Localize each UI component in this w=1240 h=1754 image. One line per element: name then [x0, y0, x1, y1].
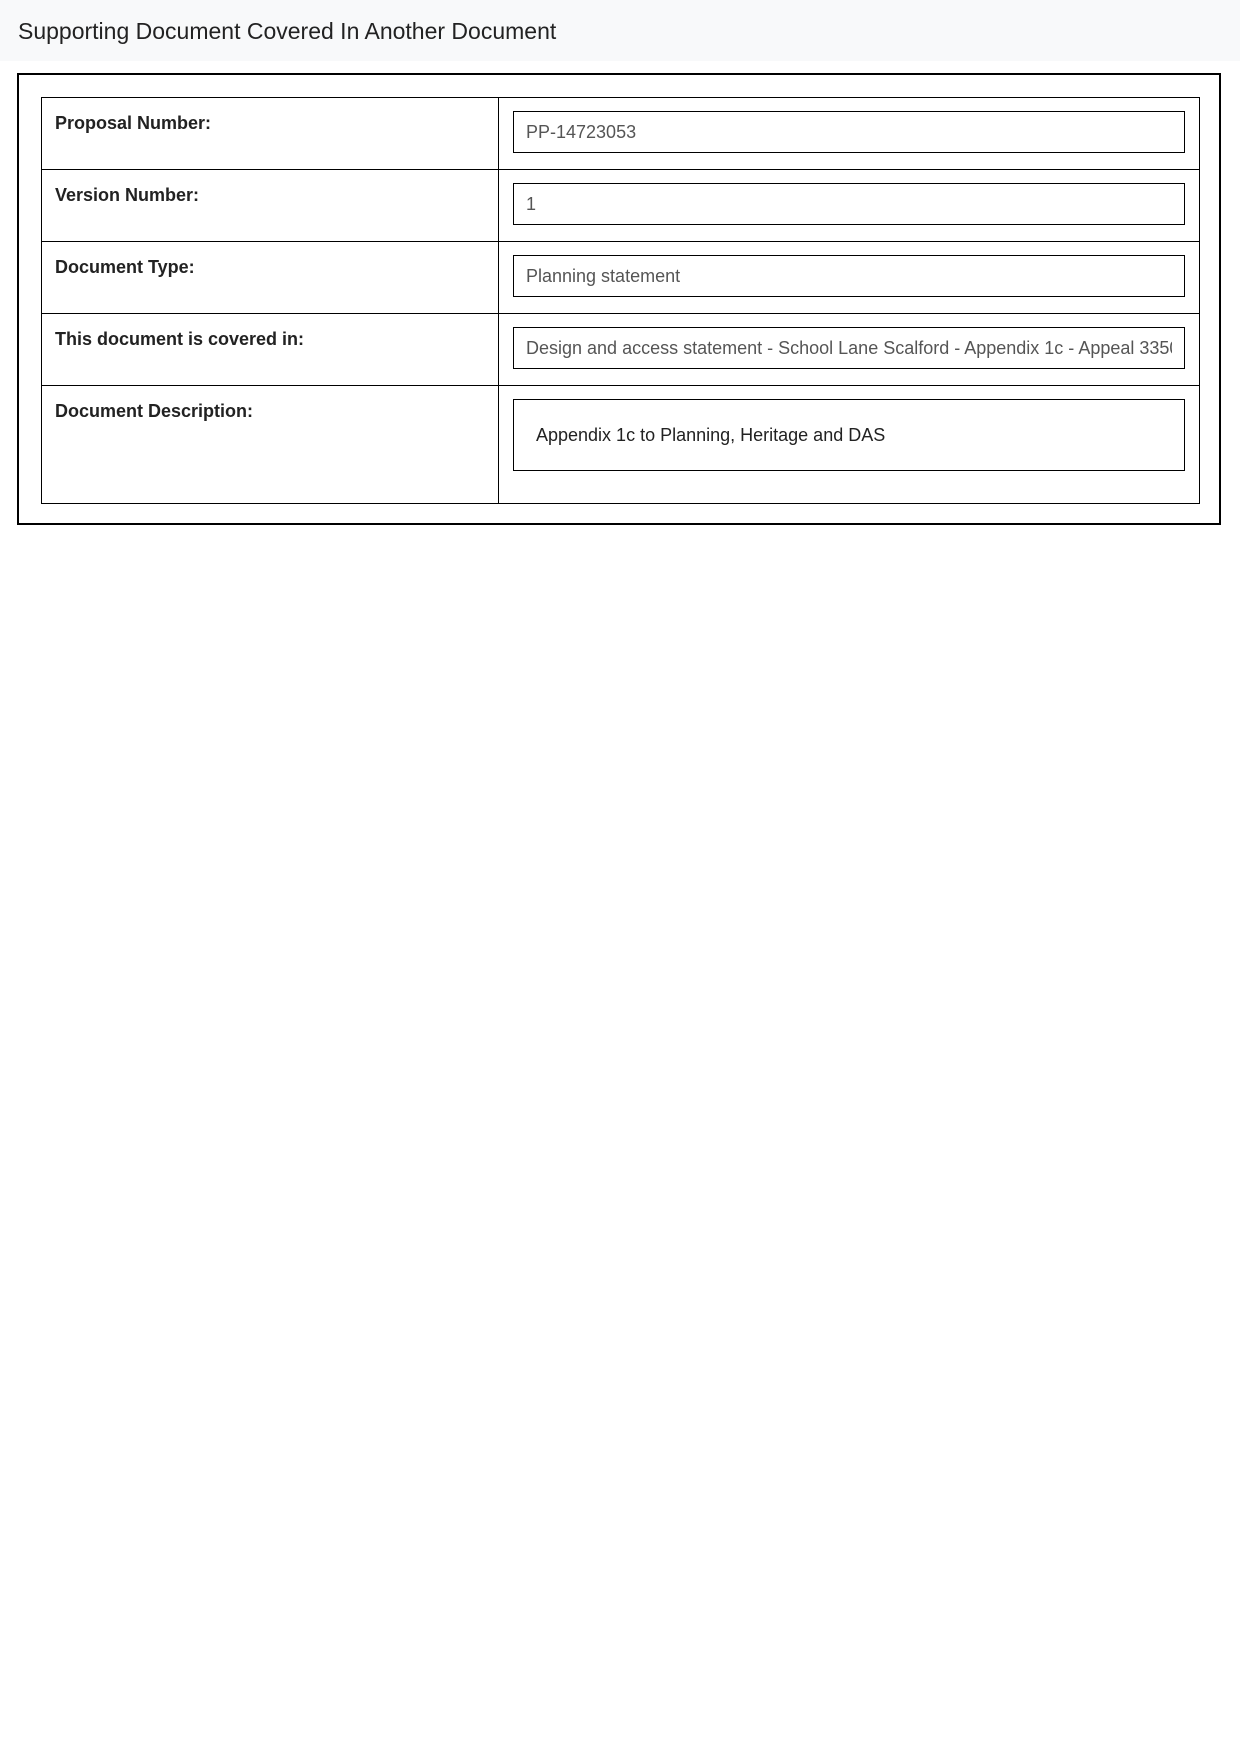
- proposal-number-label: Proposal Number:: [55, 113, 212, 133]
- label-cell: [42, 242, 499, 314]
- table-row-proposal-number: [42, 98, 1200, 170]
- proposal-number-field[interactable]: [513, 111, 1185, 153]
- document-description-box[interactable]: Appendix 1c to Planning, Heritage and DAS: [513, 399, 1185, 471]
- document-description-label: Document Description:: [55, 401, 254, 421]
- document-details-table: [41, 97, 1200, 504]
- table-row-document-type: [42, 242, 1200, 314]
- value-cell: [499, 386, 1200, 504]
- label-cell: [42, 386, 499, 504]
- covered-in-label: This document is covered in:: [55, 329, 305, 349]
- label-cell: [42, 314, 499, 386]
- table-row-version-number: [42, 170, 1200, 242]
- value-cell: [499, 314, 1200, 386]
- table-row-description: [42, 386, 1200, 504]
- version-number-field[interactable]: [513, 183, 1185, 225]
- document-type-label: Document Type:: [55, 257, 195, 277]
- table-row-covered-in: [42, 314, 1200, 386]
- value-cell: [499, 170, 1200, 242]
- value-cell: [499, 242, 1200, 314]
- document-type-field[interactable]: [513, 255, 1185, 297]
- label-cell: [42, 170, 499, 242]
- value-cell: [499, 98, 1200, 170]
- page-header: [0, 0, 1240, 61]
- version-number-label: Version Number:: [55, 185, 200, 205]
- covered-in-field[interactable]: [513, 327, 1185, 369]
- label-cell: [42, 98, 499, 170]
- page-title: Supporting Document Covered In Another Document: [18, 18, 557, 44]
